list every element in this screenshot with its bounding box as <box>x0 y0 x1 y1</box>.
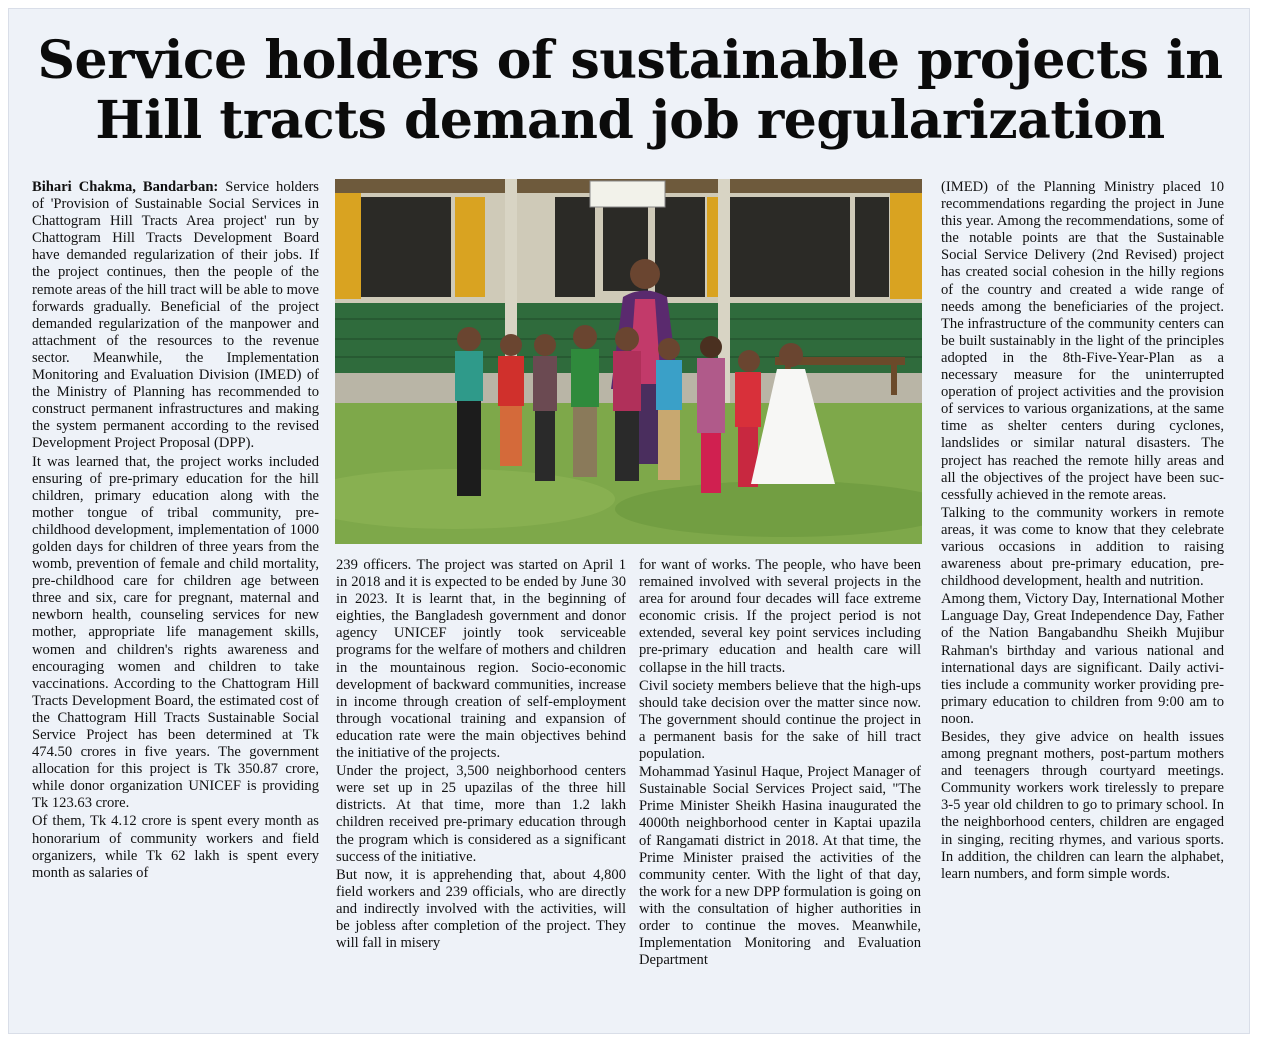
paragraph: Under the project, 3,500 neighborhood centers were set up in 25 upazilas of the three hill districts. At that time, more than 1.2 lakh children received pre-primary education through the program which is considered as a significant success of the initiative. <box>336 763 626 865</box>
paragraph: 239 officers. The project was started on April 1 in 2018 and it is expected to be ended by June 30 in 2023. It is learnt that, in the beginning of eighties, the Bangladesh government and donor agency UNICEF jointly took serviceable programs for the welfare of mothers and children in the mountainous region. Socio-economic development of backward communities, increase in income through creation of self-employment through vocational training and expansion of education rate were the main objectives behind the initiative of the projects. <box>336 557 626 762</box>
article-column-1 <box>32 179 319 882</box>
paragraph: for want of works. The people, who have been remained involved with several projects in the area for around four decades will face extreme economic crisis. If the project period is not extended, several key point services including pre-primary education and health care will collapse in the hill tracts. <box>639 557 921 676</box>
newspaper-page <box>8 8 1250 1034</box>
headline: Service holders of sustainable projects in Hill tracts demand job regularization <box>37 30 1223 151</box>
byline: Bihari Chakma, Bandarban: <box>32 179 219 195</box>
paragraph: Mohammad Yasinul Haque, Project Manager of Sustainable Social Services Project said, "The Prime Minister Sheikh Hasina inaugurated the 4000th neighborhood center in Kaptai upazila of Rangamati district in 2018. At that time, the Prime Minister praised the activities of the community center. With the light of that day, the work for a new DPP formulation is going on with the consultation of higher authorities in order to continue the moves. Meanwhile, Implementation Monitoring and Evaluation Department <box>639 764 921 969</box>
article-column-2 <box>336 557 626 952</box>
paragraph: Civil society members believe that the high-ups should take decision over the matter since now. The government should continue the project in a permanent basis for the sake of hill tract population. <box>639 677 921 763</box>
article-column-3 <box>639 557 921 969</box>
paragraph: It was learned that, the project works included ensuring of pre-primary education for the hill children, primary education along with the mother tongue of tribal community, pre-childhood development, implementation of 1000 golden days for children of three years from the womb, prevention of female and child mortality, pre-childhood care for children age between three and six, care for pregnant, maternal and newborn health, counseling services for new mother, appropriate life management skills, women and children's rights awareness and encouraging women and children to take vaccinations. According to the Chattogram Hill Tracts Development Board, the estimated cost of the Chattogram Hill Tracts Sustainable Social Service Project has been determined at Tk 474.50 crores in five years. The government allocation for this project is Tk 350.87 crore, while donor organization UNICEF is providing Tk 123.63 crore. <box>32 453 319 812</box>
article-photo <box>335 179 922 544</box>
paragraph: Of them, Tk 4.12 crore is spent every month as honorarium of community workers and field organizers, while Tk 62 lakh is spent every month as salaries of <box>32 813 319 881</box>
paragraph: Besides, they give advice on health issues among pregnant mothers, post-partum mothers and teenagers through courtyard meetings. Community workers work tirelessly to prepare 3-5 year old children to go to primary school. In the neighborhood centers, children are engaged in singing, reciting rhymes, and various sports. In addition, the children can learn the alphabet, learn numbers, and form simple words. <box>941 729 1224 882</box>
paragraph: Among them, Victory Day, International Mother Language Day, Great Independence Day, Father of the Nation Bangabandhu Sheikh Mujibur Rahman's birthday and various national and international days are significant. Daily activities include a community worker providing pre-primary education to children from 9:00 am to noon. <box>941 591 1224 727</box>
paragraph-text: Service holders of 'Provision of Sustainable Social Services in Chattogram Hill Tracts Area project' run by Chattogram Hill Tracts Development Board have demanded regularization of their jobs. If the project continues, then the people of the remote areas of the hill tract will be able to move forwards gradually. Beneficial of the project demanded regularization of the manpower and attachment of the resources to the revenue sector. Meanwhile, the Implementation Monitoring and Evaluation Division (IMED) of the Ministry of Planning has recommended to construct permanent infrastructures and making the system permanent according to the revised Development Project Proposal (DPP). <box>32 179 319 452</box>
paragraph: Talking to the community workers in remote areas, it was come to know that they celebrate various occasions in addition to raising awareness about pre-primary education, pre-childhood development, health and nutrition. <box>941 504 1224 590</box>
paragraph: But now, it is apprehending that, about 4,800 field workers and 239 officials, who are directly and indirectly involved with the activities, will be jobless after completion of the project. They will fall in misery <box>336 866 626 952</box>
paragraph: (IMED) of the Planning Ministry placed 10 recommendations regarding the project in June this year. Among the recommendations, some of the notable points are that the Sustainable Social Service Delivery (2nd Revised) project has created social cohesion in the hilly regions of the country and created a wide range of needs among the beneficiaries of the project. The infrastructure of the community centers can be built sustainably in the light of the principles adopted in the 8th-Five-Year-Plan as a necessary measure for the uninterrupted operation of project activities and the provision of services to various organizations, at the same time as shelter centers during cyclones, landslides or similar natural disasters. The project has reached the remote hilly areas and all the objectives of the project have been successfully achieved in the remote areas. <box>941 179 1224 503</box>
article-column-4 <box>941 179 1224 883</box>
paragraph <box>32 179 319 453</box>
